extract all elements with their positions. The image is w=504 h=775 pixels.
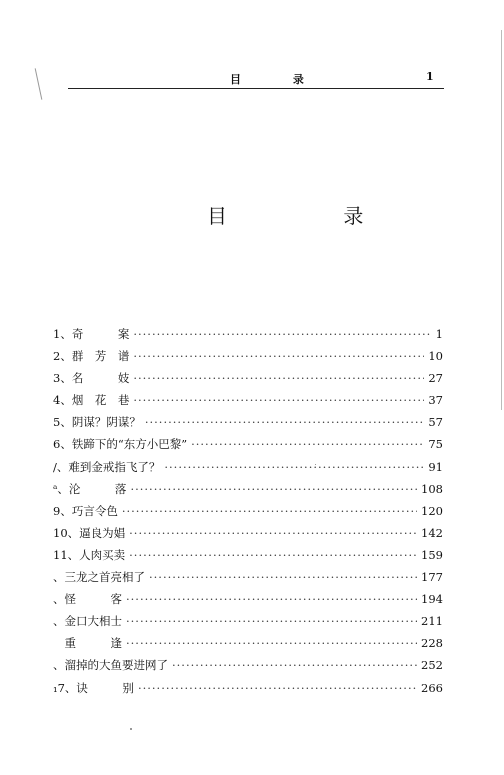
toc-entry[interactable] [53, 544, 443, 566]
toc-entry-title: 、金口大相士 [53, 614, 122, 629]
table-of-contents [53, 323, 443, 699]
toc-entry-page: 37 [428, 393, 443, 408]
toc-entry-title: ₁7、诀 别 [53, 680, 134, 695]
toc-entry-title: 2、群 芳 谱 [53, 349, 130, 364]
toc-entry-page: 27 [428, 371, 443, 386]
toc-entry-page: 177 [421, 570, 443, 585]
toc-entry-page: 211 [421, 614, 443, 629]
toc-entry-page: 108 [421, 481, 443, 496]
dot-leader [129, 522, 417, 544]
toc-entry-page: 194 [421, 592, 443, 607]
page-edge [501, 30, 502, 410]
toc-entry-page: 57 [428, 415, 443, 430]
toc-entry-title: 11、人肉买卖 [53, 547, 126, 562]
scan-speck [315, 464, 316, 465]
toc-entry-page: 266 [421, 680, 443, 695]
toc-entry-page: 120 [421, 503, 443, 518]
toc-entry-page: 228 [421, 636, 443, 651]
toc-entry-title: 、怪 客 [53, 592, 122, 607]
toc-entry-title: 9、巧言令色 [53, 503, 118, 518]
toc-entry[interactable] [53, 566, 443, 588]
toc-entry-title: 3、名 妓 [53, 371, 130, 386]
dot-leader [133, 323, 431, 345]
toc-entry-page: 91 [428, 459, 443, 474]
toc-entry[interactable] [53, 654, 443, 676]
toc-entry[interactable] [53, 632, 443, 654]
dot-leader [133, 389, 424, 411]
dot-leader [122, 500, 417, 522]
dot-leader [129, 544, 417, 566]
dot-leader [138, 677, 417, 699]
toc-entry-page: 142 [421, 525, 443, 540]
toc-entry-title: /、难到金戒指飞了？ [53, 459, 161, 474]
dot-leader [126, 588, 417, 610]
toc-entry-title: 、三龙之首亮相了 [53, 570, 145, 585]
toc-entry[interactable] [53, 367, 443, 389]
scan-speck [130, 728, 132, 730]
header-rule [68, 88, 444, 89]
toc-entry-page: 1 [435, 327, 443, 341]
dot-leader [172, 654, 417, 676]
toc-entry-page: 159 [421, 547, 443, 562]
toc-entry-title: ᵃ、沦 落 [53, 481, 127, 496]
toc-entry[interactable] [53, 411, 443, 433]
toc-entry[interactable] [53, 677, 443, 699]
toc-entry-page: 75 [428, 437, 443, 452]
toc-entry-title: 6、铁蹄下的“东方小巴黎” [53, 437, 188, 452]
toc-entry-title: 5、阴谋？阴谋？ [53, 415, 141, 430]
dot-leader [133, 367, 424, 389]
toc-entry[interactable] [53, 522, 443, 544]
dot-leader [130, 478, 417, 500]
toc-entry-page: 10 [428, 349, 443, 364]
toc-entry-page: 252 [421, 658, 443, 673]
toc-entry[interactable] [53, 345, 443, 367]
dot-leader [133, 345, 424, 367]
dot-leader [191, 433, 424, 455]
toc-entry-title: 、溜掉的大鱼要进网了 [53, 658, 168, 673]
toc-entry[interactable] [53, 610, 443, 632]
toc-entry[interactable] [53, 500, 443, 522]
toc-entry-title: 重 逢 [53, 636, 122, 651]
toc-entry[interactable] [53, 433, 443, 455]
dot-leader [164, 456, 424, 478]
page-title: 目 录 [207, 204, 419, 228]
toc-entry-title: 1、奇 案 [53, 327, 130, 341]
toc-entry[interactable] [53, 456, 443, 478]
toc-entry[interactable] [53, 588, 443, 610]
dot-leader [126, 610, 417, 632]
toc-entry-title: 4、烟 花 巷 [53, 393, 130, 408]
page-number: 1 [426, 70, 434, 83]
scan-mark [35, 68, 43, 100]
toc-entry[interactable] [53, 389, 443, 411]
toc-entry-title: 10、逼良为娼 [53, 525, 126, 540]
running-header-title: 目 录 [230, 73, 328, 86]
dot-leader [126, 632, 417, 654]
toc-entry[interactable] [53, 323, 443, 345]
toc-entry[interactable] [53, 478, 443, 500]
dot-leader [149, 566, 417, 588]
dot-leader [145, 411, 425, 433]
